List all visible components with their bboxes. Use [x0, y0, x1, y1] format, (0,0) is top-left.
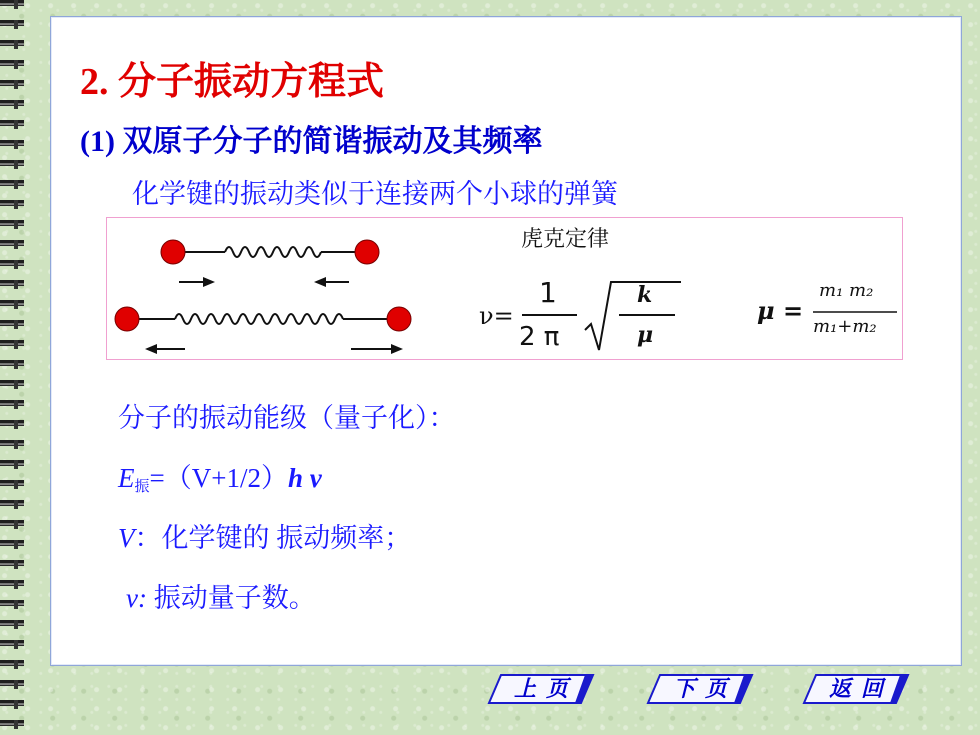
spring-diagram [107, 218, 902, 359]
section-subtitle: (1) 双原子分子的简谐振动及其频率 [80, 125, 543, 158]
atom-ball-icon [161, 240, 185, 264]
atom-ball-icon [115, 307, 139, 331]
v-definition: V：化学键的 振动频率； [118, 523, 412, 553]
atom-ball-icon [355, 240, 379, 264]
hooke-law-label: 虎克定律 [521, 227, 610, 252]
hooke-law-figure [106, 217, 903, 360]
prev-page-button[interactable]: 上页 [487, 672, 595, 706]
fraction-denominator: 2 π [519, 322, 560, 352]
spiral-binding [0, 0, 24, 735]
spring-constant-k: k [637, 282, 653, 308]
mu-symbol: μ = [757, 296, 804, 325]
reduced-mass-mu: μ [637, 322, 654, 348]
energy-levels-label: 分子的振动能级（量子化）： [118, 403, 456, 433]
mass-sum: m₁+m₂ [813, 316, 877, 337]
intro-text: 化学键的振动类似于连接两个小球的弹簧 [132, 179, 618, 209]
atom-ball-icon [387, 307, 411, 331]
nu-definition: ν: 振动量子数。 [126, 583, 316, 613]
slide-title: 2. 分子振动方程式 [80, 61, 385, 103]
fraction-numerator: 1 [539, 276, 557, 309]
back-button[interactable]: 返回 [802, 672, 910, 706]
mass-product: m₁ m₂ [819, 280, 874, 301]
next-page-button[interactable]: 下页 [646, 672, 754, 706]
nu-symbol: ν= [479, 302, 514, 330]
energy-formula: $E_振=(V+1/2)h$ ν [118, 463, 322, 495]
